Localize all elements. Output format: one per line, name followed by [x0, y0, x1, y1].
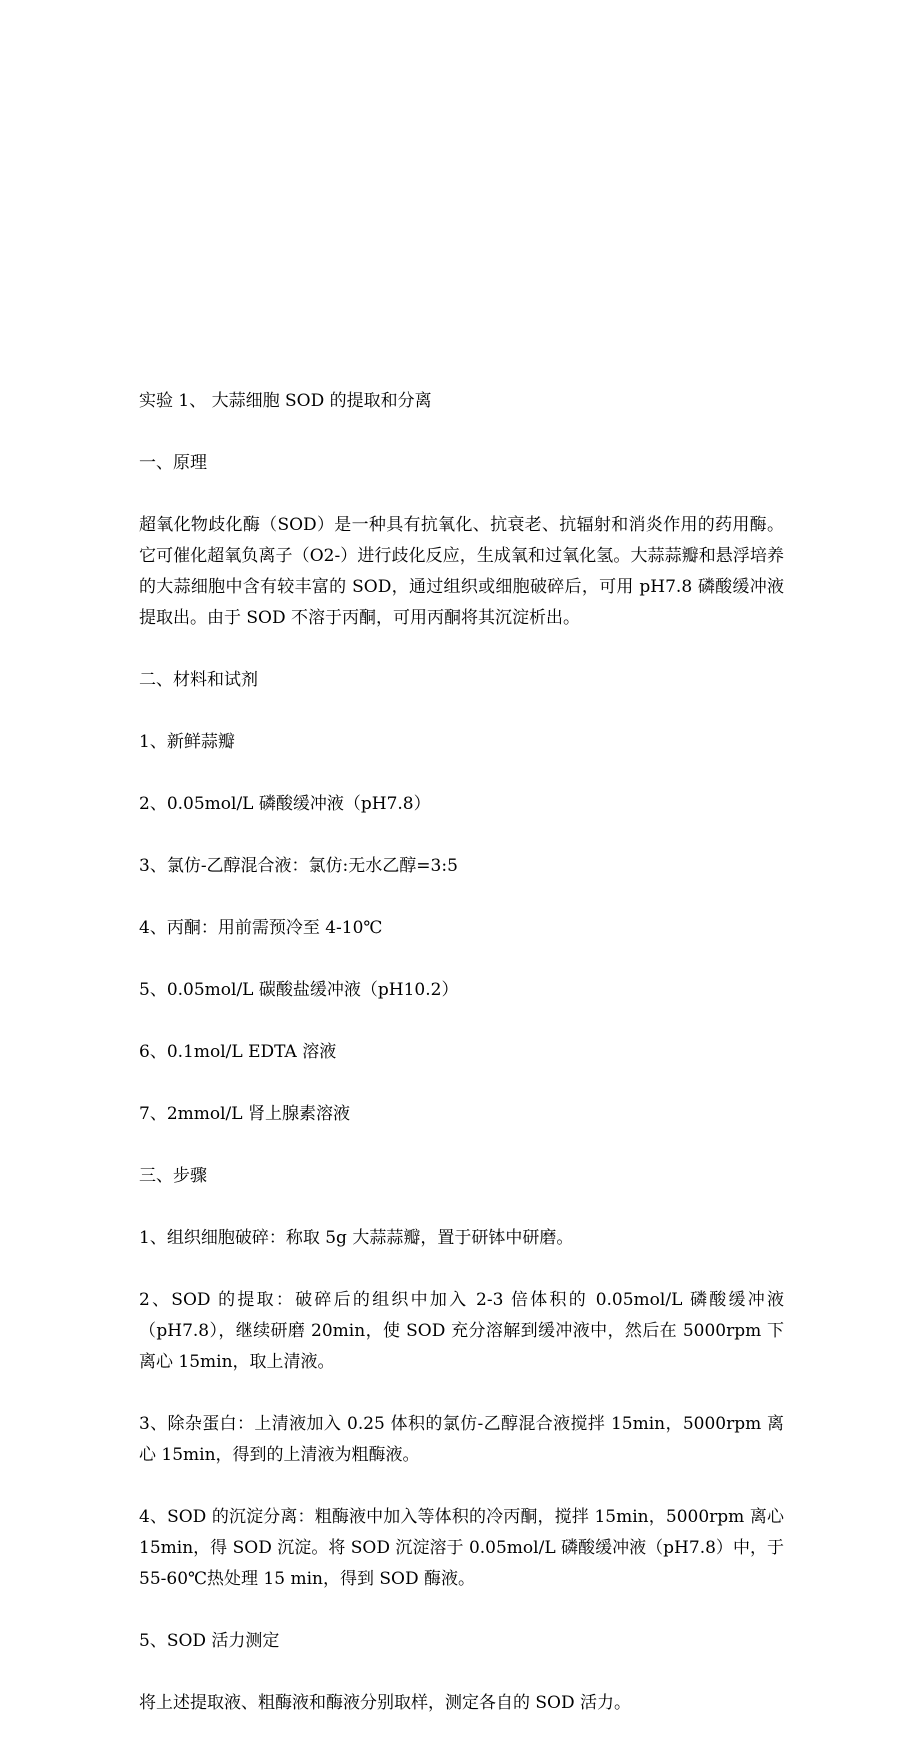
material-item: 6、0.1mol/L EDTA 溶液 [139, 1042, 337, 1062]
step-item: 1、组织细胞破碎：称取 5g 大蒜蒜瓣，置于研钵中研磨。 [139, 1228, 574, 1248]
material-item: 7、2mmol/L 肾上腺素溶液 [139, 1104, 350, 1124]
material-item: 3、氯仿-乙醇混合液：氯仿:无水乙醇=3:5 [139, 856, 458, 876]
section-heading-steps: 三、步骤 [139, 1166, 207, 1186]
section-heading-materials: 二、材料和试剂 [139, 670, 258, 690]
section-heading-principle: 一、原理 [139, 453, 207, 473]
document-title: 实验 1、 大蒜细胞 SOD 的提取和分离 [139, 391, 432, 411]
material-item: 4、丙酮：用前需预冷至 4-10℃ [139, 918, 383, 938]
material-item: 2、0.05mol/L 磷酸缓冲液（pH7.8） [139, 794, 431, 814]
material-item: 1、新鲜蒜瓣 [139, 732, 235, 752]
final-paragraph: 将上述提取液、粗酶液和酶液分别取样，测定各自的 SOD 活力。 [139, 1693, 632, 1713]
step-item: 2、SOD 的提取：破碎后的组织中加入 2-3 倍体积的 0.05mol/L 磷酸缓冲液（pH7.8），继续研磨 20min，使 SOD 充分溶解到缓冲液中，然后在 5000rpm 下离心 15min，取上清液。 [139, 1290, 784, 1372]
step-item: 4、SOD 的沉淀分离：粗酶液中加入等体积的冷丙酮，搅拌 15min，5000rpm 离心 15min，得 SOD 沉淀。将 SOD 沉淀溶于 0.05mol/L 磷酸缓冲液（pH7.8）中，于 55-60℃热处理 15 min，得到 SOD 酶液。 [139, 1507, 784, 1589]
step-item: 3、除杂蛋白：上清液加入 0.25 体积的氯仿-乙醇混合液搅拌 15min，5000rpm 离心 15min，得到的上清液为粗酶液。 [139, 1414, 784, 1465]
material-item: 5、0.05mol/L 碳酸盐缓冲液（pH10.2） [139, 980, 459, 1000]
principle-paragraph: 超氧化物歧化酶（SOD）是一种具有抗氧化、抗衰老、抗辐射和消炎作用的药用酶。它可催化超氧负离子（O2-）进行歧化反应，生成氧和过氧化氢。大蒜蒜瓣和悬浮培养的大蒜细胞中含有较丰富的 SOD，通过组织或细胞破碎后，可用 pH7.8 磷酸缓冲液提取出。由于 SOD 不溶于丙酮，可用丙酮将其沉淀析出。 [139, 515, 784, 628]
document-body [139, 355, 784, 1750]
step-item: 5、SOD 活力测定 [139, 1631, 280, 1651]
